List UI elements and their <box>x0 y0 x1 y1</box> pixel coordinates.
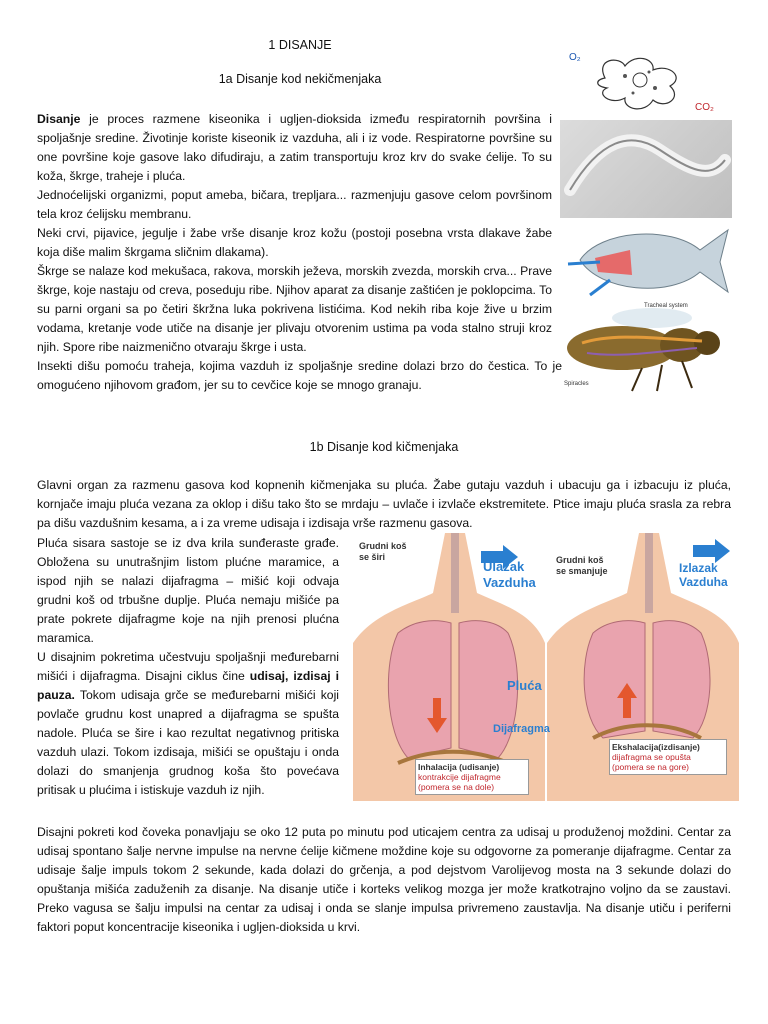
worm-figure <box>560 120 732 218</box>
inhalation-box: Inhalacija (udisanje) kontrakcije dijafragme (pomera se na dole) <box>415 759 529 795</box>
section-a-text <box>37 110 562 395</box>
chest-shrinks-label: Grudni koš se smanjuje <box>556 555 608 576</box>
title: 1 DISANJE <box>268 38 332 52</box>
co2-label: CO₂ <box>695 102 714 113</box>
amoeba-figure <box>565 48 730 118</box>
worm-drawing <box>560 120 732 218</box>
fish-figure <box>560 220 732 302</box>
section-b-outro <box>37 823 731 937</box>
tracheal-label: Tracheal system <box>644 303 688 309</box>
section-a-heading: 1a Disanje kod nekičmenjaka <box>218 72 382 86</box>
spiracles-label: Spiracles <box>564 381 589 387</box>
o2-label: O₂ <box>569 52 581 63</box>
chest-expands-label: Grudni koš se širi <box>359 541 407 562</box>
paragraph: Insekti dišu pomoću traheja, kojima vazduh iz spoljašnje sredine dolazi brzo do čestica. To je omogućeno njihovom građom, jer su to cevčice koje se mnogo granaju. <box>37 359 562 392</box>
air-in-label: Ulazak Vazduha <box>483 559 536 590</box>
fish-drawing <box>560 220 732 302</box>
paragraph: Disajni pokreti kod čoveka ponavljaju se oko 12 puta po minutu pod uticajem centra za udisaj u produženoj moždini. Centar za udisaj spontano šalje nervne impulse na nervne ćelije kičmene moždine koje su odgovorne za pomeranje dijafragme. Centar za udisaje šalje impuls tokom 2 sekunde, kada dolazi do grčenja, a pod dejstvom Varolijevog mosta na 3 sekunde dolazi do opuštanja mišića zaduženih za disanje. Na disanje utiče i korteks velikog mozga jer može kratkotrajno voljno da se zaustavi. Preko vagusa se šalju impulsi na centar za udisaj i onda se slanje impulsa privremeno zaustavlja. Na disanje utiču i periferni faktori poput koncentracije kiseonika i ugljen-dioksida u krvi. <box>37 825 731 934</box>
exhalation-box: Ekshalacija(izdisanje) dijafragma se opušta (pomera se na gore) <box>609 739 727 775</box>
paragraph: Glavni organ za razmenu gasova kod kopnenih kičmenjaka su pluća. Žabe gutaju vazduh i ubacuju ga i izbacuju iz pluća, kornjače imaju pluća vezana za oklop i dišu tako što se mrdaju – uvlače i izvlače ekstremitete. Ptice imaju pluća srasla za rebra pa dišu vazdušnim kesama, a i za vreme udisaja i izdisaja vrše razmenu gasova. <box>37 478 731 530</box>
paragraph: Škrge se nalaze kod mekušaca, rakova, morskih ježeva, morskih zvezda, morskih crva... Prave škrge, koje nastaju od creva, poseduju ribe. Njihov aparat za disanje zaštićen je poklopcima. To su parni organi sa po četiri škržna luka pokrivena listićima. Kod nekih riba koje žive u brzim vodama, kretanje vode utiče na disanje jer plivaju otvorenim ustima pa voda stalno struji kroz njih. Spore ribe naizmenično otvaraju škrge i usta. <box>37 264 552 354</box>
section-b-column <box>37 534 339 800</box>
paragraph: Disanje je proces razmene kiseonika i ugljen-dioksida između respiratornih površina i spoljašnje sredine. Životinje koriste kiseonik iz vazduha, ali i iz vode. Respiratorne površine su one površine koje gasove lako difudiraju, a zatim transportuju kroz krv do svake ćelije. To su koža, škrge, traheje i pluća. <box>37 112 552 183</box>
lungs-figure <box>353 533 739 801</box>
paragraph: Neki crvi, pijavice, jegulje i žabe vrše disanje kroz kožu (postoji posebna vrsta dlakave žabe koja diše malim škrgama sličnim dlakama). <box>37 226 552 259</box>
diaphragm-label: Dijafragma <box>493 723 550 735</box>
paragraph: U disajnim pokretima učestvuju spoljašnji međurebarni mišići i dijafragma. Disajni ciklus čine udisaj, izdisaj i pauza. Tokom udisaja grče se međurebarni mišići koji povlače grudnu kost unapred a dijafragma se spušta nadole. Pluća se šire i kao rezultat negativnog pritiska vazduh ulazi. Tokom izdisaja, mišići se opuštaju i onda dolazi do smanjenja grudnog koša što povećava pritisak u plućima i istiskuje vazduh iz njih. <box>37 650 339 797</box>
paragraph: Jednoćelijski organizmi, poput ameba, bičara, trepljara... razmenjuju gasove celom površinom tela kroz ćelijsku membranu. <box>37 188 552 221</box>
section-b-heading: 1b Disanje kod kičmenjaka <box>309 440 459 454</box>
lungs-label: Pluća <box>507 678 542 693</box>
paragraph: Pluća sisara sastoje se iz dva krila sunđeraste građe. Obložena su unutrašnjim listom plućne maramice, a ispod njih se nalazi dijafragma – mišić koji odvaja grudni koš od trbušne duplje. Pluća nemaju mišiće pa prate pokrete dijafragme koje na njih prenosi plućna maramica. <box>37 536 339 645</box>
section-b-intro <box>37 476 731 533</box>
breathing-cycle-term: udisaj, izdisaj i pauza. <box>37 669 339 702</box>
bee-figure <box>562 303 732 395</box>
air-out-label: Izlazak Vazduha <box>679 561 728 589</box>
term-disanje: Disanje <box>37 112 81 126</box>
